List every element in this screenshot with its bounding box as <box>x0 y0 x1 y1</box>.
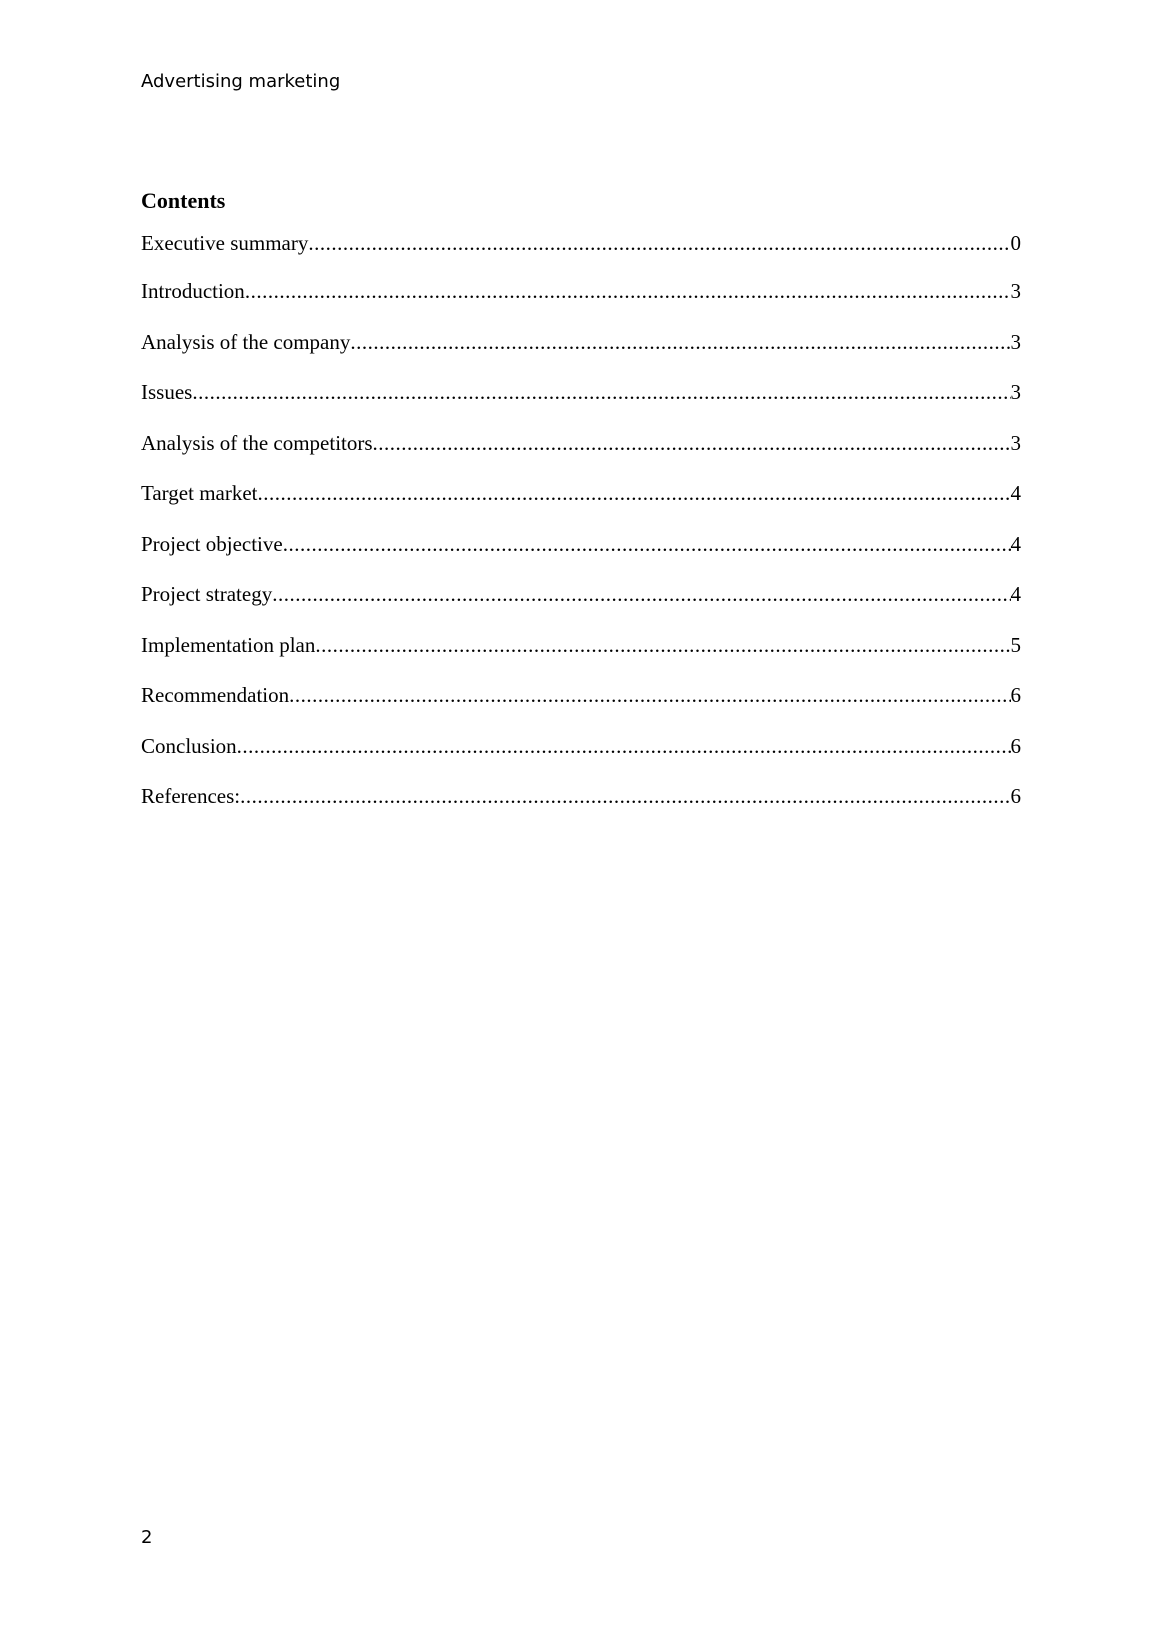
toc-entry-page: 5 <box>1010 632 1021 657</box>
toc-dot-leader <box>192 367 1010 417</box>
toc-entry-issues[interactable] <box>141 367 1021 418</box>
toc-entry-label: References: <box>141 784 241 808</box>
table-of-contents <box>141 186 1021 822</box>
toc-entry-analysis-of-company[interactable] <box>141 317 1021 368</box>
toc-entry-label: Implementation plan <box>141 632 316 657</box>
toc-entry-label: Project objective <box>141 531 283 556</box>
toc-entry-label: Conclusion <box>141 733 237 758</box>
toc-entry-page: 4 <box>1010 531 1021 556</box>
toc-entry-label: Recommendation <box>141 683 290 707</box>
toc-entry-label: Project strategy <box>141 582 273 606</box>
toc-entry-label: Executive summary <box>141 231 309 255</box>
toc-entry-page: 6 <box>1010 733 1021 758</box>
page-header: Advertising marketing <box>141 71 341 92</box>
toc-entry-label: Issues <box>141 380 193 404</box>
toc-entry-analysis-of-competitors[interactable] <box>141 418 1021 469</box>
toc-entry-introduction[interactable] <box>141 266 1021 317</box>
toc-list <box>141 220 1021 822</box>
toc-entry-label: Target market <box>141 481 258 505</box>
toc-dot-leader <box>373 418 1011 468</box>
toc-entry-project-strategy[interactable] <box>141 569 1021 620</box>
toc-dot-leader <box>350 317 1010 367</box>
toc-entry-page: 3 <box>1010 380 1021 404</box>
toc-entry-target-market[interactable] <box>141 468 1021 519</box>
toc-dot-leader <box>245 266 1011 316</box>
toc-entry-page: 3 <box>1010 430 1021 455</box>
toc-entry-label: Analysis of the company <box>141 329 351 354</box>
toc-dot-leader <box>315 620 1010 670</box>
toc-entry-page: 4 <box>1010 582 1021 606</box>
toc-entry-executive-summary[interactable] <box>141 220 1021 266</box>
toc-dot-leader <box>272 569 1010 619</box>
toc-entry-conclusion[interactable] <box>141 721 1021 772</box>
toc-entry-page: 4 <box>1010 481 1021 505</box>
toc-entry-references[interactable] <box>141 771 1021 822</box>
toc-entry-recommendation[interactable] <box>141 670 1021 721</box>
toc-entry-page: 3 <box>1010 329 1021 354</box>
toc-dot-leader <box>240 771 1010 821</box>
toc-entry-page: 6 <box>1010 683 1021 707</box>
toc-entry-page: 0 <box>1010 231 1021 255</box>
toc-entry-page: 3 <box>1010 279 1021 303</box>
toc-dot-leader <box>308 220 1010 266</box>
toc-entry-project-objective[interactable] <box>141 519 1021 570</box>
toc-dot-leader <box>283 519 1011 569</box>
toc-dot-leader <box>237 721 1011 771</box>
toc-entry-label: Analysis of the competitors <box>141 430 373 455</box>
toc-heading: Contents <box>141 188 226 213</box>
toc-dot-leader <box>258 468 1011 518</box>
toc-entry-implementation-plan[interactable] <box>141 620 1021 671</box>
toc-entry-page: 6 <box>1010 784 1021 808</box>
page-number: 2 <box>141 1527 153 1548</box>
toc-dot-leader <box>289 670 1010 720</box>
toc-entry-label: Introduction <box>141 279 245 303</box>
